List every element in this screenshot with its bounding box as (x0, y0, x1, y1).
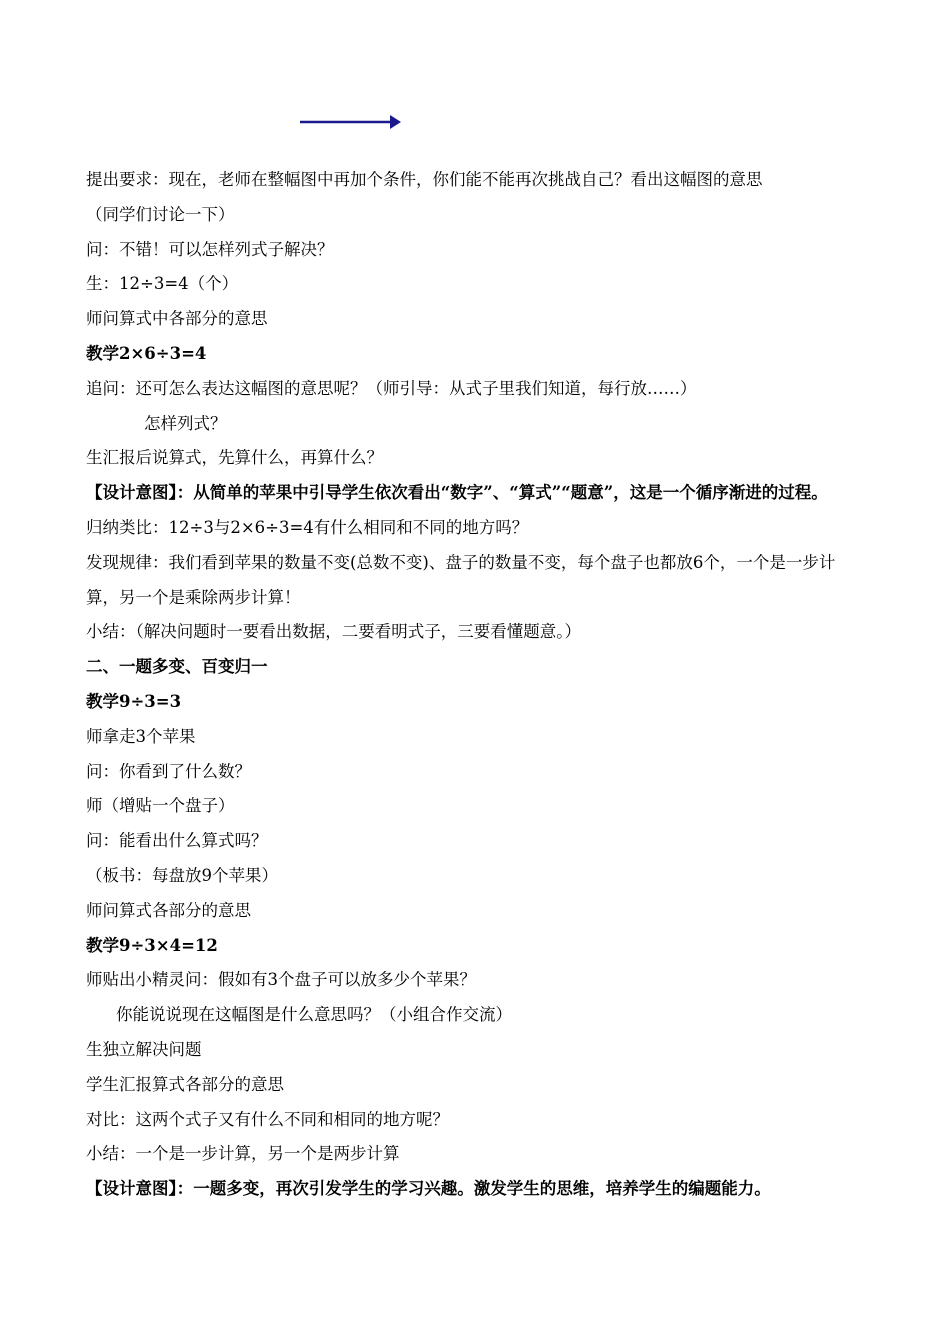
text-line: 问：不错！可以怎样列式子解决？ (86, 239, 334, 259)
text-line: 师拿走3个苹果 (86, 726, 196, 746)
text-line: 小结：一个是一步计算，另一个是两步计算 (86, 1144, 400, 1164)
text-line: 师问算式各部分的意思 (86, 900, 251, 920)
text-line: 师（增贴一个盘子） (86, 796, 235, 816)
text-line: 师贴出小精灵问：假如有3个盘子可以放多少个苹果？ (86, 970, 476, 990)
text-line: 归纳类比：12÷3与2×6÷3=4有什么相同和不同的地方吗？ (86, 517, 529, 537)
section-heading: 教学9÷3×4=12 (86, 935, 218, 955)
arrow-right-icon (300, 112, 404, 132)
text-line: 生：12÷3=4（个） (86, 274, 239, 294)
text-line: 提出要求：现在，老师在整幅图中再加个条件，你们能不能再次挑战自己？看出这幅图的意思 (86, 170, 763, 189)
text-paragraph: 发现规律：我们看到苹果的数量不变(总数不变)、盘子的数量不变，每个盘子也都放6个，一个是一步计算，另一个是乘除两步计算！ (86, 552, 836, 607)
text-line: 追问：还可怎么表达这幅图的意思呢？（师引导：从式子里我们知道，每行放……） (86, 378, 697, 398)
section-heading: 教学9÷3=3 (86, 691, 182, 711)
text-line: 问：你看到了什么数？ (86, 761, 251, 781)
text-line: 问：能看出什么算式吗？ (86, 831, 268, 851)
text-line: （板书：每盘放9个苹果） (86, 865, 278, 885)
text-line: 你能说说现在这幅图是什么意思吗？（小组合作交流） (116, 1005, 512, 1025)
text-line: 生汇报后说算式，先算什么，再算什么？ (86, 448, 383, 468)
text-line: 对比：这两个式子又有什么不同和相同的地方呢？ (86, 1109, 449, 1129)
text-line: 小结：（解决问题时一要看出数据，二要看明式子，三要看懂题意。） (86, 622, 581, 642)
text-line: 生独立解决问题 (86, 1039, 202, 1059)
text-line: 学生汇报算式各部分的意思 (86, 1074, 284, 1094)
document-body (86, 163, 866, 1207)
section-heading: 教学2×6÷3=4 (86, 343, 207, 363)
text-line: 师问算式中各部分的意思 (86, 309, 268, 329)
design-intent-paragraph: 【设计意图】：一题多变，再次引发学生的学习兴趣。激发学生的思维，培养学生的编题能力。 (86, 1179, 771, 1199)
section-heading: 二、一题多变、百变归一 (86, 657, 268, 677)
text-line: （同学们讨论一下） (86, 204, 235, 224)
design-intent-paragraph: 【设计意图】：从简单的苹果中引导学生依次看出“数字”、“算式”“题意”，这是一个循序渐进的过程。 (86, 483, 828, 503)
text-line: 怎样列式？ (144, 413, 227, 433)
